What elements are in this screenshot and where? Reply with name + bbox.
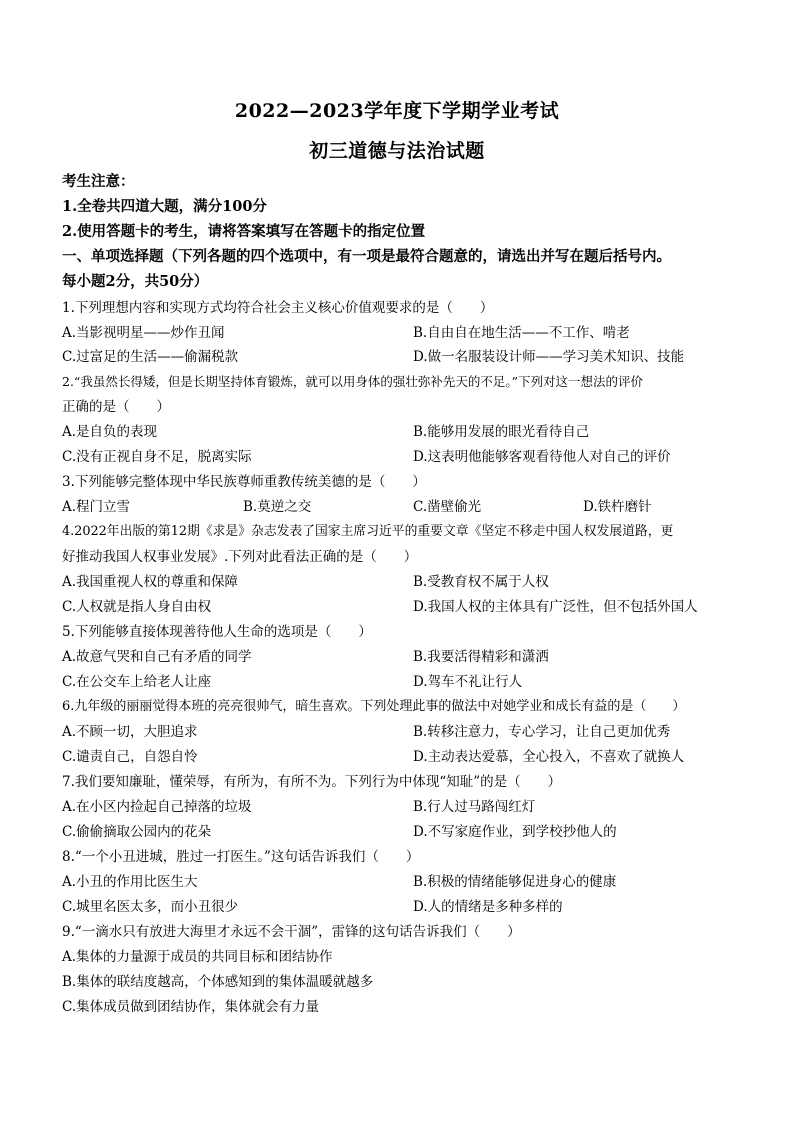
question-2-stem-line1: 2.“我虽然长得矮，但是长期坚持体育锻炼，就可以用身体的强壮弥补先天的不足。”下列对这一想法的评价 — [62, 374, 643, 389]
question-3-option-b: B.莫逆之交 — [243, 499, 312, 515]
question-5-option-b: B.我要活得精彩和潇洒 — [413, 649, 549, 665]
question-1-option-d: D.做一名服装设计师——学习美术知识、技能 — [413, 349, 685, 365]
question-8-option-c: C.城里名医太多，而小丑很少 — [62, 899, 239, 915]
question-5-option-c: C.在公交车上给老人让座 — [62, 674, 212, 690]
question-4-stem-line1: 4.2022年出版的第12期《求是》杂志发表了国家主席习近平的重要文章《坚定不移走中国人权发展道路，更 — [62, 524, 674, 539]
section-scoring: 每小题2分，共50分） — [62, 273, 209, 290]
question-2-option-c: C.没有正视自身不足，脱离实际 — [62, 449, 252, 465]
question-5-stem: 5.下列能够直接体现善待他人生命的选项是（ ） — [62, 624, 372, 640]
question-6-option-a: A.不顾一切，大胆追求 — [62, 724, 198, 740]
question-4-option-c: C.人权就是指人身自由权 — [62, 599, 212, 615]
question-3-option-c: C.凿壁偷光 — [413, 499, 482, 515]
question-6-option-d: D.主动表达爱慕，全心投入，不喜欢了就换人 — [413, 749, 685, 765]
question-8-option-a: A.小丑的作用比医生大 — [62, 874, 198, 890]
question-8-option-d: D.人的情绪是多种多样的 — [413, 899, 563, 915]
notice-item-1: 1.全卷共四道大题，满分100分 — [62, 198, 267, 215]
question-3-option-d: D.铁杵磨针 — [583, 499, 652, 515]
question-6-option-c: C.谴责自己，自怨自怜 — [62, 749, 198, 765]
question-7-stem: 7.我们要知廉耻，懂荣辱，有所为，有所不为。下列行为中体现“知耻”的是（ ） — [62, 774, 562, 790]
question-9-option-b: B.集体的联结度越高，个体感知到的集体温暖就越多 — [62, 974, 374, 990]
question-4-option-b: B.受教育权不属于人权 — [413, 574, 549, 590]
question-6-option-b: B.转移注意力，专心学习，让自己更加优秀 — [413, 724, 671, 740]
question-2-option-d: D.这表明他能够客观看待他人对自己的评价 — [413, 449, 671, 465]
question-3-stem: 3.下列能够完整体现中华民族尊师重教传统美德的是（ ） — [62, 474, 426, 490]
question-2-stem-line2: 正确的是（ ） — [62, 399, 170, 415]
question-5-option-d: D.驾车不礼让行人 — [413, 674, 523, 690]
notice-heading: 考生注意： — [62, 173, 135, 190]
question-7-option-c: C.偷偷摘取公园内的花朵 — [62, 824, 212, 840]
question-2-option-b: B.能够用发展的眼光看待自己 — [413, 424, 590, 440]
question-3-option-a: A.程门立雪 — [62, 499, 131, 515]
question-6-stem: 6.九年级的丽丽觉得本班的亮亮很帅气，暗生喜欢。下列处理此事的做法中对她学业和成长有益的是（ ） — [62, 699, 686, 714]
question-4-option-a: A.我国重视人权的尊重和保障 — [62, 574, 239, 590]
exam-title: 2022—2023学年度下学期学业考试 — [234, 100, 560, 122]
section-heading: 一、单项选择题（下列各题的四个选项中，有一项是最符合题意的，请选出并写在题后括号内。 — [62, 248, 671, 265]
notice-item-2: 2.使用答题卡的考生，请将答案填写在答题卡的指定位置 — [62, 223, 426, 240]
exam-subtitle: 初三道德与法治试题 — [309, 140, 485, 162]
question-5-option-a: A.故意气哭和自己有矛盾的同学 — [62, 649, 252, 665]
question-2-option-a: A.是自负的表现 — [62, 424, 158, 440]
question-4-option-d: D.我国人权的主体具有广泛性，但不包括外国人 — [413, 599, 698, 615]
question-4-stem-line2: 好推动我国人权事业发展》.下列对此看法正确的是（ ） — [62, 549, 418, 565]
question-7-option-b: B.行人过马路闯红灯 — [413, 799, 536, 815]
question-8-stem: 8.“一个小丑进城，胜过一打医生。”这句话告诉我们（ ） — [62, 849, 420, 865]
question-7-option-a: A.在小区内捡起自己掉落的垃圾 — [62, 799, 252, 815]
question-7-option-d: D.不写家庭作业，到学校抄他人的 — [413, 824, 617, 840]
question-1-option-c: C.过富足的生活——偷漏税款 — [62, 349, 239, 365]
question-9-option-a: A.集体的力量源于成员的共同目标和团结协作 — [62, 949, 333, 965]
question-1-option-b: B.自由自在地生活——不工作、啃老 — [413, 325, 630, 341]
question-1-stem: 1.下列理想内容和实现方式均符合社会主义核心价值观要求的是（ ） — [62, 300, 494, 316]
question-8-option-b: B.积极的情绪能够促进身心的健康 — [413, 874, 617, 890]
question-9-option-c: C.集体成员做到团结协作，集体就会有力量 — [62, 999, 320, 1015]
question-1-option-a: A.当影视明星——炒作丑闻 — [62, 325, 225, 341]
question-9-stem: 9.“一滴水只有放进大海里才永远不会干涸”，雷锋的这句话告诉我们（ ） — [62, 924, 521, 940]
